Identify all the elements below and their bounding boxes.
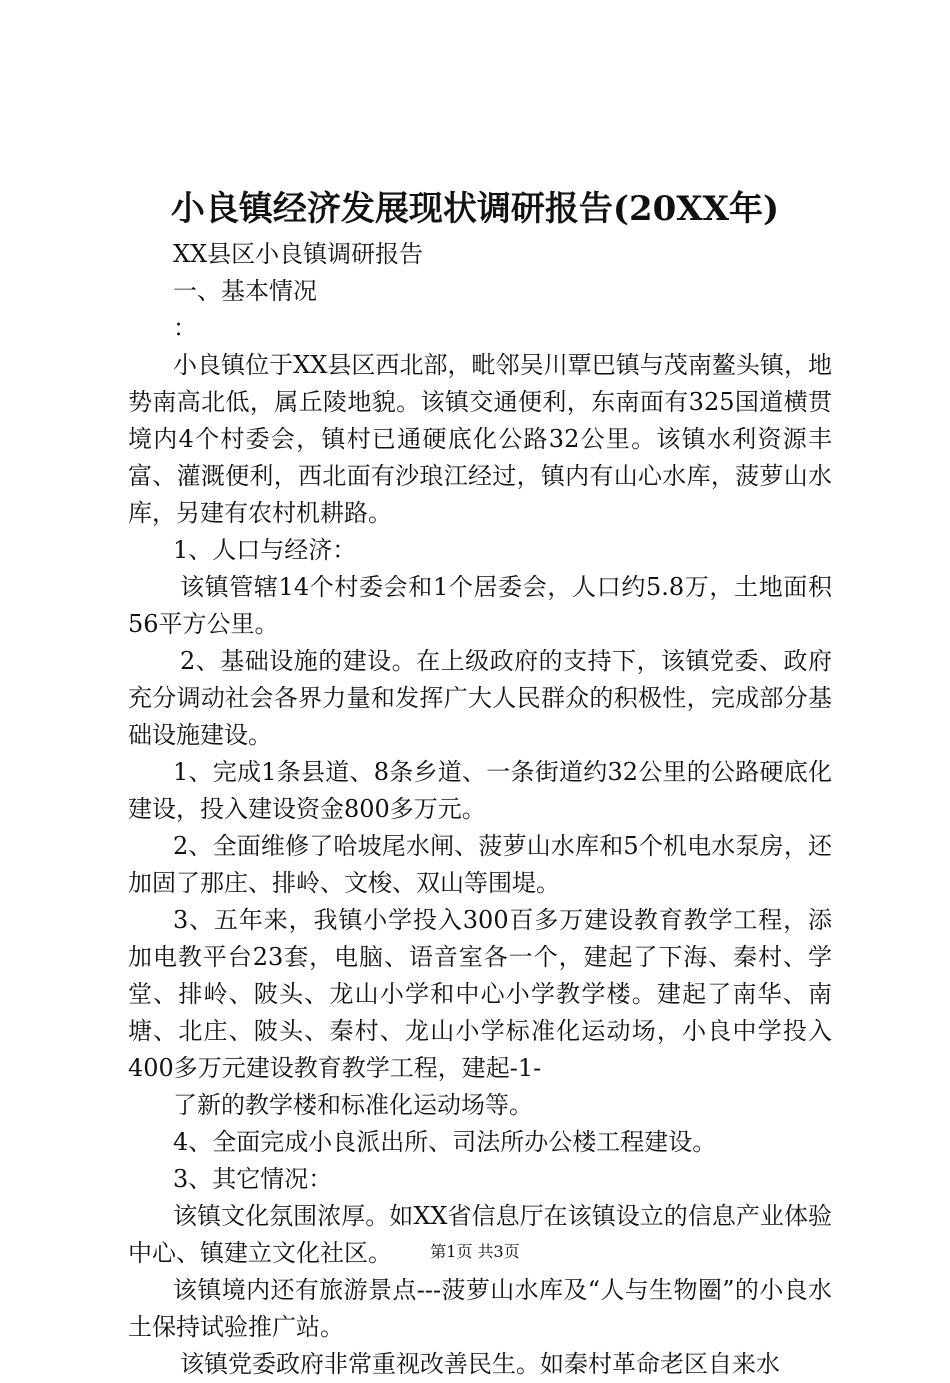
paragraph-population-heading: 1、人口与经济： <box>173 536 357 564</box>
paragraph-colon: ： <box>173 314 197 342</box>
paragraph-tourism: 该镇境内还有旅游景点---菠萝山水库及“人与生物圈”的小良水土保持试验推广站。 <box>128 1276 832 1341</box>
paragraph-livelihood: 该镇党委政府非常重视改善民生。如秦村革命老区自来水 <box>180 1350 780 1378</box>
paragraph-infrastructure: 2、基础设施的建设。在上级政府的支持下，该镇党委、政府充分调动社会各界力量和发挥广大人民群众的积极性，完成部分基础设施建设。 <box>128 647 832 749</box>
paragraph-education: 3、五年来，我镇小学投入300百多万建设教育教学工程，添加电教平台23套，电脑、语音室各一个，建起了下海、秦村、学堂、排岭、陂头、龙山小学和中心小学教学楼。建起了南华、南塘、北庄、陂头、秦村、龙山小学标准化运动场，小良中学投入400多万元建设教育教学工程，建起-1- <box>128 906 832 1082</box>
paragraph-roads: 1、完成1条县道、8条乡道、一条街道约32公里的公路硬底化建设，投入建设资金800多万元。 <box>128 758 832 823</box>
paragraph-education-cont: 了新的教学楼和标准化运动场等。 <box>173 1091 533 1119</box>
document-body <box>128 236 832 1383</box>
paragraph-police: 4、全面完成小良派出所、司法所办公楼工程建设。 <box>173 1128 717 1156</box>
page-footer: 第1页 共3页 <box>430 1242 520 1261</box>
paragraph-population: 该镇管辖14个村委会和1个居委会，人口约5.8万，土地面积56平方公里。 <box>128 573 832 638</box>
paragraph-location: 小良镇位于XX县区西北部，毗邻吴川覃巴镇与茂南鳌头镇，地势南高北低，属丘陵地貌。该镇交通便利，东南面有325国道横贯境内4个村委会，镇村已通硬底化公路32公里。该镇水利资源丰富、灌溉便利，西北面有沙琅江经过，镇内有山心水库，菠萝山水库，另建有农村机耕路。 <box>128 351 832 527</box>
paragraph-other-heading: 3、其它情况： <box>173 1165 333 1193</box>
paragraph-section-heading: 一、基本情况 <box>173 277 317 305</box>
paragraph-subtitle: XX县区小良镇调研报告 <box>173 240 424 268</box>
paragraph-water: 2、全面维修了哈坡尾水闸、菠萝山水库和5个机电水泵房，还加固了那庄、排岭、文梭、双山等围堤。 <box>128 832 832 897</box>
document-title: 小良镇经济发展现状调研报告(20XX年) <box>170 189 780 229</box>
paragraph-culture: 该镇文化氛围浓厚。如XX省信息厅在该镇设立的信息产业体验中心、镇建立文化社区。 <box>128 1202 832 1267</box>
